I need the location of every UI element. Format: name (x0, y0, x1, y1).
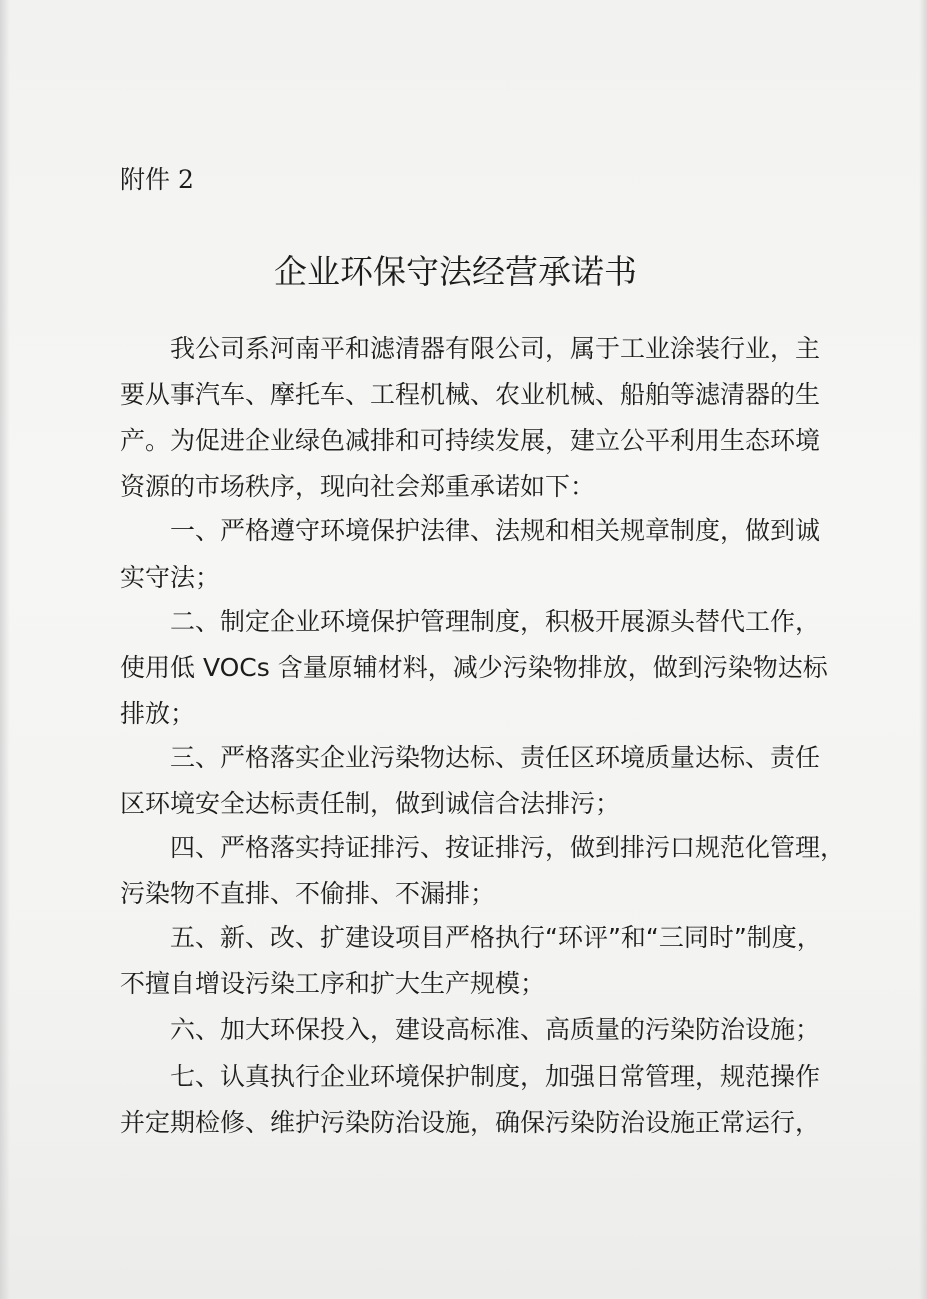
commitment-item-3: 三、严格落实企业污染物达标、责任区环境质量达标、责任 (170, 743, 821, 772)
commitment-item-7: 七、认真执行企业环境保护制度，加强日常管理，规范操作 (170, 1062, 821, 1091)
paragraph-line: 不擅自增设污染工序和扩大生产规模； (120, 969, 546, 998)
commitment-item-5: 五、新、改、扩建设项目严格执行“环评”和“三同时”制度， (170, 923, 822, 952)
page-edge-shadow-left (0, 0, 10, 1299)
commitment-item-6: 六、加大环保投入，建设高标准、高质量的污染防治设施； (170, 1015, 821, 1044)
paragraph-line: 要从事汽车、摩托车、工程机械、农业机械、船舶等滤清器的生 (120, 380, 821, 409)
document-title: 企业环保守法经营承诺书 (274, 252, 637, 291)
paragraph-line: 区环境安全达标责任制，做到诚信合法排污； (120, 789, 621, 818)
paragraph-line: 并定期检修、维护污染防治设施，确保污染防治设施正常运行， (120, 1108, 821, 1137)
attachment-label: 附件 2 (120, 165, 194, 194)
paragraph-line: 产。为促进企业绿色减排和可持续发展，建立公平利用生态环境 (120, 426, 821, 455)
commitment-item-4: 四、严格落实持证排污、按证排污，做到排污口规范化管理， (170, 833, 846, 862)
paragraph-line: 排放； (120, 699, 196, 728)
commitment-item-1: 一、严格遵守环境保护法律、法规和相关规章制度，做到诚 (170, 516, 821, 545)
paragraph-line: 我公司系河南平和滤清器有限公司，属于工业涂装行业，主 (170, 334, 821, 363)
paragraph-line: 使用低 VOCs 含量原辅材料，减少污染物排放，做到污染物达标 (120, 653, 828, 682)
paragraph-line: 资源的市场秩序，现向社会郑重承诺如下： (120, 472, 596, 501)
paragraph-line: 实守法； (120, 563, 221, 592)
paragraph-line: 污染物不直排、不偷排、不漏排； (120, 879, 496, 908)
page-edge-shadow-right (919, 0, 927, 1299)
commitment-item-2: 二、制定企业环境保护管理制度，积极开展源头替代工作， (170, 607, 821, 636)
